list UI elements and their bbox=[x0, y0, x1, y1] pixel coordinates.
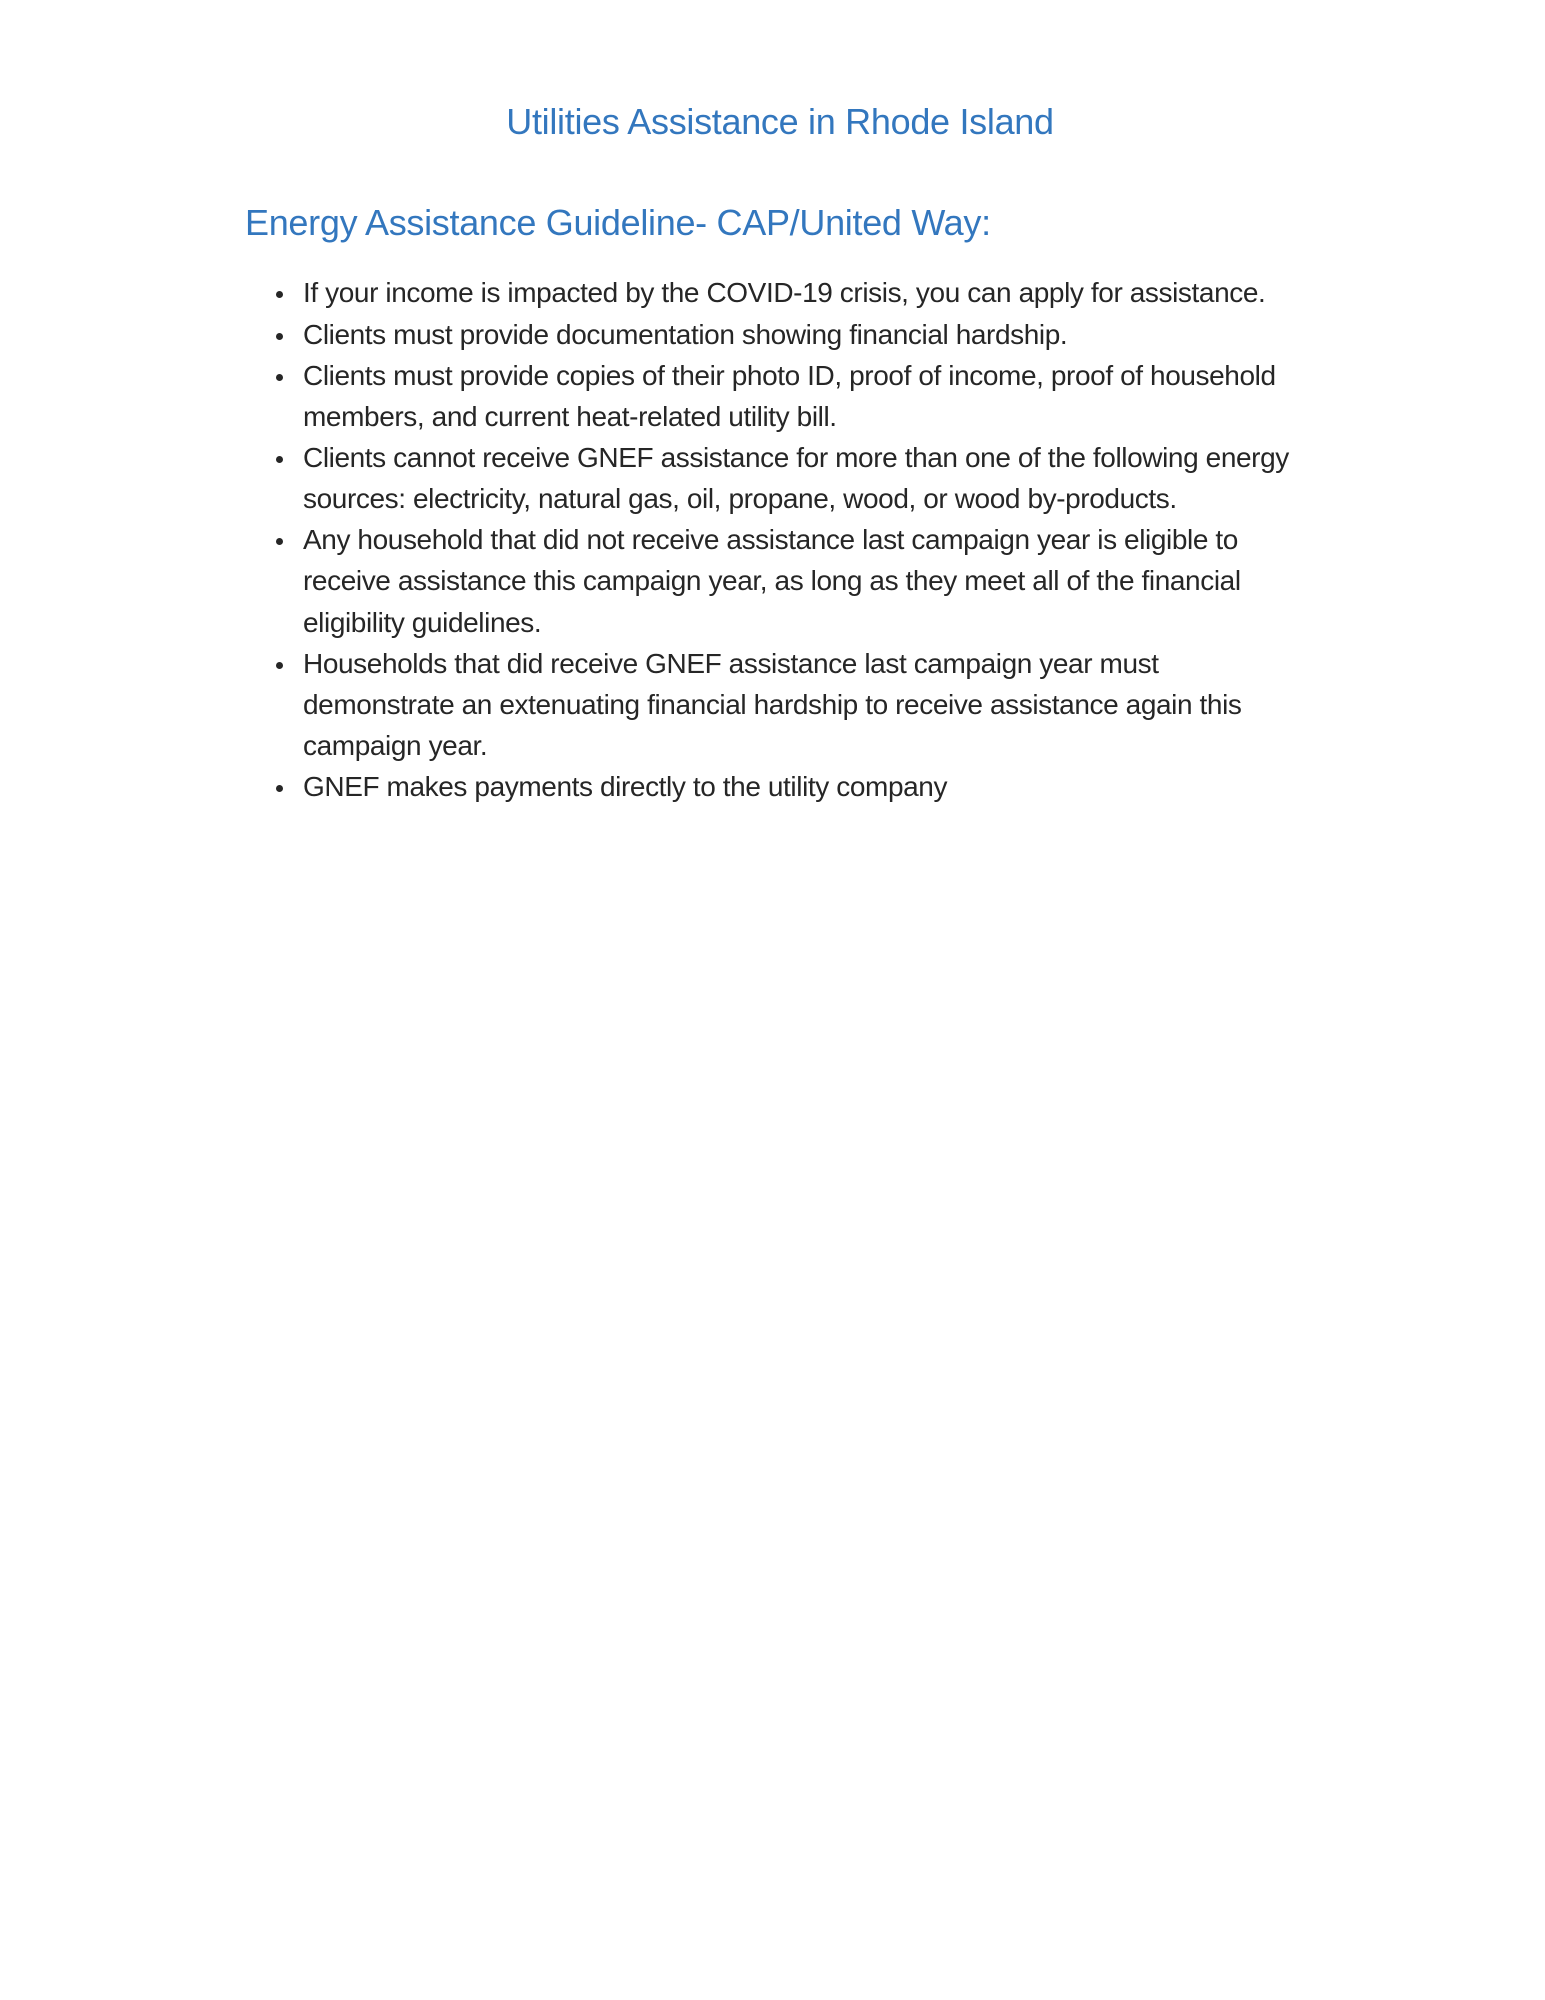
bullet-item: • Any household that did not receive assistance last campaign year is eligible to receive assistance this campaign year, as long as they meet all of the financial eligibility guidelines. bbox=[297, 519, 1315, 642]
bullet-item: • Clients cannot receive GNEF assistance for more than one of the following energy sources: electricity, natural gas, oil, propane, wood, or wood by-products. bbox=[297, 437, 1315, 519]
bullet-item: • Clients must provide copies of their photo ID, proof of income, proof of household members, and current heat-related utility bill. bbox=[297, 355, 1315, 437]
bullet-list bbox=[245, 272, 1315, 807]
bullet-item: • Clients must provide documentation showing financial hardship. bbox=[297, 314, 1315, 355]
section-heading: Energy Assistance Guideline- CAP/United Way: bbox=[245, 202, 991, 244]
bullet-item: • GNEF makes payments directly to the utility company bbox=[297, 766, 1315, 807]
document-title: Utilities Assistance in Rhode Island bbox=[506, 101, 1054, 142]
bullet-item: • If your income is impacted by the COVID-19 crisis, you can apply for assistance. bbox=[297, 272, 1315, 313]
bullet-item: • Households that did receive GNEF assistance last campaign year must demonstrate an extenuating financial hardship to receive assistance again this campaign year. bbox=[297, 643, 1315, 766]
